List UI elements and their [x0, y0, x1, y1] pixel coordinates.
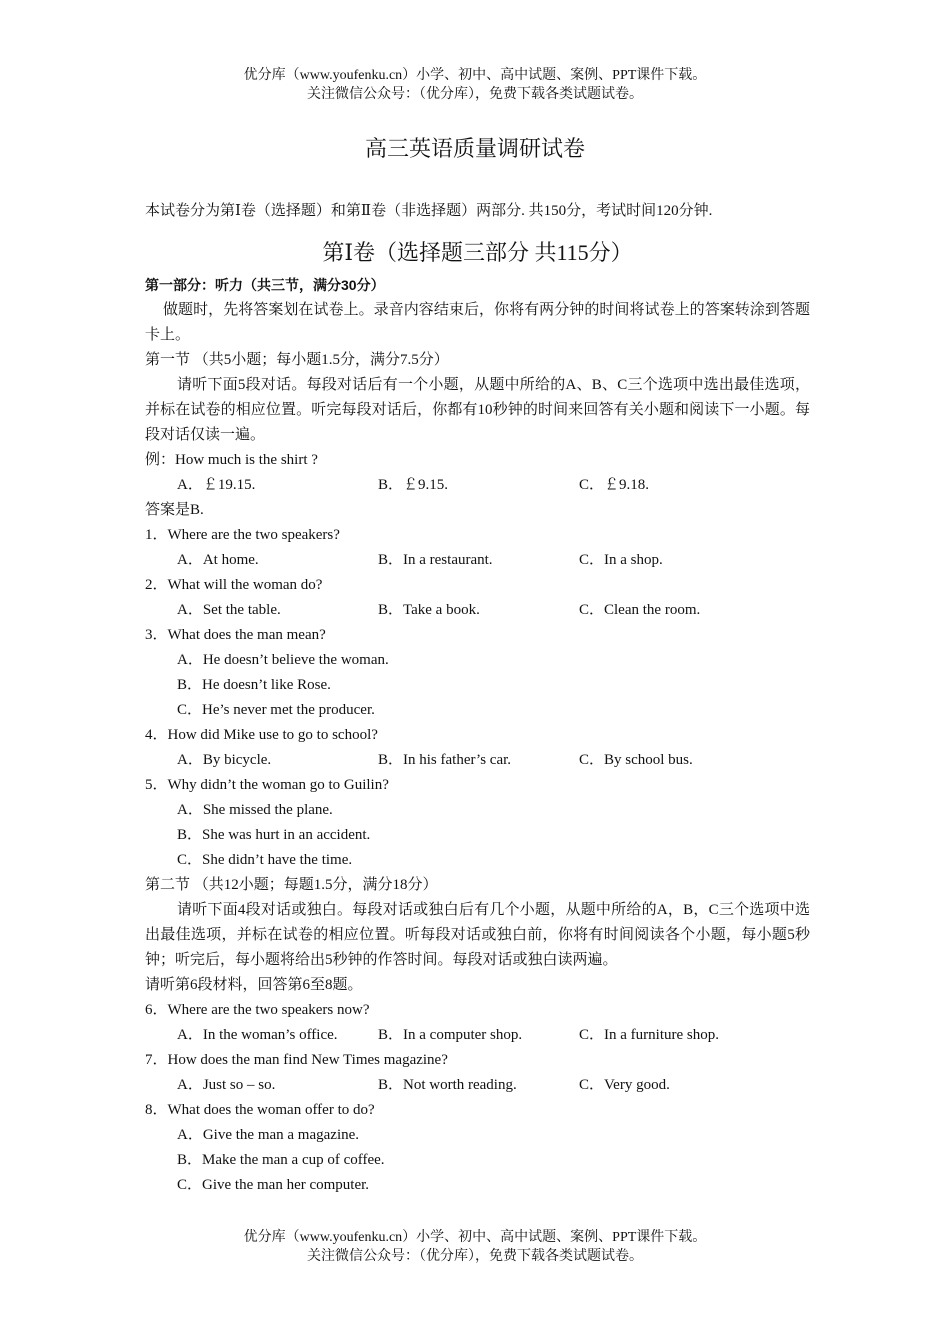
option-b: B．Not worth reading. — [378, 1077, 517, 1093]
option-b: B．In his father’s car. — [378, 752, 512, 768]
question-7: 7．How does the man find New Times magazine? — [145, 1052, 448, 1068]
footer-line-2: 关注微信公众号：（优分库），免费下载各类试题试卷。 — [307, 1249, 643, 1264]
header-line-2: 关注微信公众号：（优分库），免费下载各类试题试卷。 — [307, 87, 643, 102]
question-2: 2．What will the woman do? — [145, 577, 323, 593]
question-1-options — [145, 548, 810, 573]
exam-content — [145, 199, 810, 1198]
example-answer: 答案是B. — [145, 502, 204, 518]
question-5: 5．Why didn’t the woman go to Guilin? — [145, 777, 389, 793]
footer-line-1: 优分库（www.youfenku.cn）小学、初中、高中试题、案例、PPT课件下载。 — [243, 1230, 707, 1245]
question-3: 3．What does the man mean? — [145, 627, 326, 643]
option-c: C．By school bus. — [579, 752, 693, 768]
option-a: A．In the woman’s office. — [177, 1027, 338, 1043]
option-a: A．Just so – so. — [177, 1077, 276, 1093]
option-a: A．Set the table. — [177, 602, 281, 618]
option-b: B．Take a book. — [378, 602, 480, 618]
section2-instruction: 请听下面4段对话或独白。每段对话或独白后有几个小题，从题中所给的A，B，C三个选项中选出最佳选项，并标在试卷的相应位置。听每段对话或独白前，你将有时间阅读各个小题，每小题5秒钟；听完后，每小题将给出5秒钟的作答时间。每段对话或独白读两遍。 — [145, 902, 810, 968]
option-c: C．In a furniture shop. — [579, 1027, 719, 1043]
option-a: A．By bicycle. — [177, 752, 272, 768]
option-c: C．He’s never met the producer. — [177, 702, 375, 718]
option-b: B．Make the man a cup of coffee. — [177, 1152, 385, 1168]
example-option-b: B．￡9.15. — [378, 477, 449, 493]
part1-instruction: 做题时，先将答案划在试卷上。录音内容结束后，你将有两分钟的时间将试卷上的答案转涂到答题卡上。 — [145, 302, 810, 343]
option-b: B．In a restaurant. — [378, 552, 493, 568]
page-footer — [0, 1228, 950, 1266]
header-line-1: 优分库（www.youfenku.cn）小学、初中、高中试题、案例、PPT课件下载。 — [243, 68, 707, 83]
question-8: 8．What does the woman offer to do? — [145, 1102, 375, 1118]
question-6-options — [145, 1023, 810, 1048]
option-a: A．He doesn’t believe the woman. — [177, 652, 389, 668]
question-1: 1．Where are the two speakers? — [145, 527, 340, 543]
example-options — [145, 473, 810, 498]
exam-title: 高三英语质量调研试卷 — [364, 136, 585, 161]
option-a: A．At home. — [177, 552, 259, 568]
question-2-options — [145, 598, 810, 623]
option-c: C．In a shop. — [579, 552, 663, 568]
question-4: 4．How did Mike use to go to school? — [145, 727, 378, 743]
volume-heading: 第Ⅰ卷（选择题三部分 共115分） — [322, 240, 633, 265]
option-b: B．He doesn’t like Rose. — [177, 677, 331, 693]
section1-heading: 第一节 （共5小题；每小题1.5分，满分7.5分） — [145, 352, 449, 368]
example-question: 例：How much is the shirt ? — [145, 452, 318, 468]
option-a: A．She missed the plane. — [177, 802, 333, 818]
part1-heading: 第一部分：听力（共三节，满分30分） — [145, 277, 385, 293]
option-a: A．Give the man a magazine. — [177, 1127, 360, 1143]
page-header — [0, 66, 950, 104]
material-prompt: 请听第6段材料，回答第6至8题。 — [145, 977, 363, 993]
example-option-c: C．￡9.18. — [579, 477, 650, 493]
option-c: C．Give the man her computer. — [177, 1177, 370, 1193]
option-b: B．She was hurt in an accident. — [177, 827, 371, 843]
question-7-options — [145, 1073, 810, 1098]
exam-intro: 本试卷分为第Ⅰ卷（选择题）和第Ⅱ卷（非选择题）两部分. 共150分，考试时间120分钟. — [145, 203, 713, 219]
option-c: C．Very good. — [579, 1077, 670, 1093]
option-c: C．Clean the room. — [579, 602, 701, 618]
option-c: C．She didn’t have the time. — [177, 852, 353, 868]
example-option-a: A．￡19.15. — [177, 477, 256, 493]
option-b: B．In a computer shop. — [378, 1027, 523, 1043]
question-6: 6．Where are the two speakers now? — [145, 1002, 370, 1018]
section2-heading: 第二节 （共12小题；每题1.5分，满分18分） — [145, 877, 438, 893]
question-4-options — [145, 748, 810, 773]
section1-instruction: 请听下面5段对话。每段对话后有一个小题，从题中所给的A、B、C三个选项中选出最佳选项，并标在试卷的相应位置。听完每段对话后，你都有10秒钟的时间来回答有关小题和阅读下一小题。每段对话仅读一遍。 — [145, 377, 810, 443]
